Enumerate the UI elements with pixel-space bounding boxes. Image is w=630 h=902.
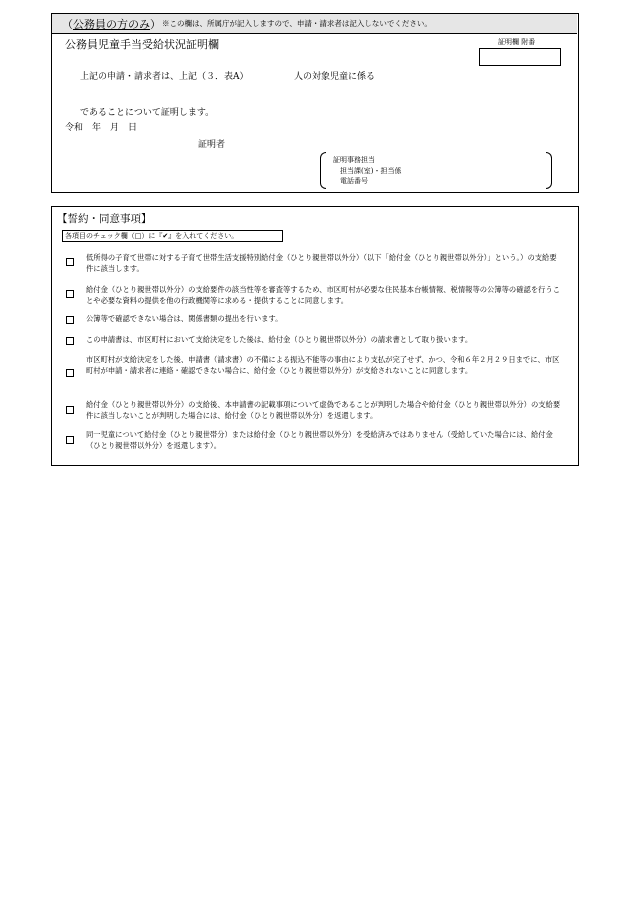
certification-statement-line2: であることについて証明します。 xyxy=(80,108,215,118)
civil-servant-certification-section xyxy=(51,13,579,193)
pledge-text: 給付金（ひとり親世帯以外分）の支給後、本申請書の記載事項について虚偽であることが判明した場合や給付金（ひとり親世帯以外分）の支給要件に該当しないことが判明した場合には、給付金（ひとり親世帯以外分）を返還します。 xyxy=(86,400,561,420)
certifier-label: 証明者 xyxy=(198,140,226,150)
header-note: ※この欄は、所属庁が記入しますので、申請・請求者は記入しないでください。 xyxy=(162,19,432,28)
certification-statement-line1: 上記の申請・請求者は、上記（３．表A） xyxy=(80,72,249,82)
contact-office-label: 証明事務担当 xyxy=(333,156,375,164)
pledge-checkbox[interactable] xyxy=(66,316,74,324)
date-line: 令和 年 月 日 xyxy=(65,123,138,133)
pledge-checkbox[interactable] xyxy=(66,369,74,377)
pledge-text: 低所得の子育て世帯に対する子育て世帯生活支援特別給付金（ひとり親世帯以外分）（以下「給付金（ひとり親世帯以外分）」という。）の支給要件に該当します。 xyxy=(86,253,557,273)
civil-servant-only-label: 公務員の方のみ xyxy=(73,18,150,31)
pledge-text: 同一児童について給付金（ひとり親世帯分）または給付金（ひとり親世帯以外分）を受給済みではありません（受給していた場合には、給付金（ひとり親世帯以外分）を返還します）。 xyxy=(86,430,553,450)
certification-statement-line1-suffix: 人の対象児童に係る xyxy=(294,72,376,82)
pledge-title: 【誓約・同意事項】 xyxy=(57,213,152,225)
contact-info-bracket xyxy=(320,152,552,189)
left-bracket xyxy=(320,152,326,189)
pledge-checkbox[interactable] xyxy=(66,290,74,298)
section-header-bar xyxy=(52,14,577,34)
pledge-consent-section xyxy=(51,206,579,466)
pledge-checkbox[interactable] xyxy=(66,436,74,444)
certificate-number-field[interactable] xyxy=(479,48,561,66)
pledge-checkbox[interactable] xyxy=(66,258,74,266)
checkbox-instruction: 各項目のチェック欄（□）に『✔』を入れてください。 xyxy=(62,230,283,242)
pledge-checkbox[interactable] xyxy=(66,337,74,345)
contact-department-label: 担当課(室)・担当係 xyxy=(340,166,402,175)
pledge-text: この申請書は、市区町村において支給決定をした後は、給付金（ひとり親世帯以外分）の請求書として取り扱います。 xyxy=(86,335,473,344)
pledge-text: 公簿等で確認できない場合は、関係書類の提出を行います。 xyxy=(86,314,283,323)
certificate-number-label: 証明欄 附番 xyxy=(498,38,536,46)
right-bracket xyxy=(546,152,552,189)
pledge-text: 市区町村が支給決定をした後、申請書（請求書）の不備による振込不能等の事由により支払が完了せず、かつ、令和６年２月２９日までに、市区町村が申請・請求者に連絡・確認できない場合に、給付金（ひとり親世帯以外分）が支給されないことに同意します。 xyxy=(86,355,560,375)
pledge-text: 給付金（ひとり親世帯以外分）の支給要件の該当性等を審査等するため、市区町村が必要な住民基本台帳情報、税情報等の公簿等の確認を行うことや必要な資料の提供を他の行政機関等に求める・提供することに同意します。 xyxy=(86,285,560,305)
pledge-checkbox[interactable] xyxy=(66,406,74,414)
certification-title: 公務員児童手当受給状況証明欄 xyxy=(65,38,219,51)
contact-phone-label: 電話番号 xyxy=(340,177,368,185)
civil-servant-only-tag: （公務員の方のみ） xyxy=(62,18,161,31)
